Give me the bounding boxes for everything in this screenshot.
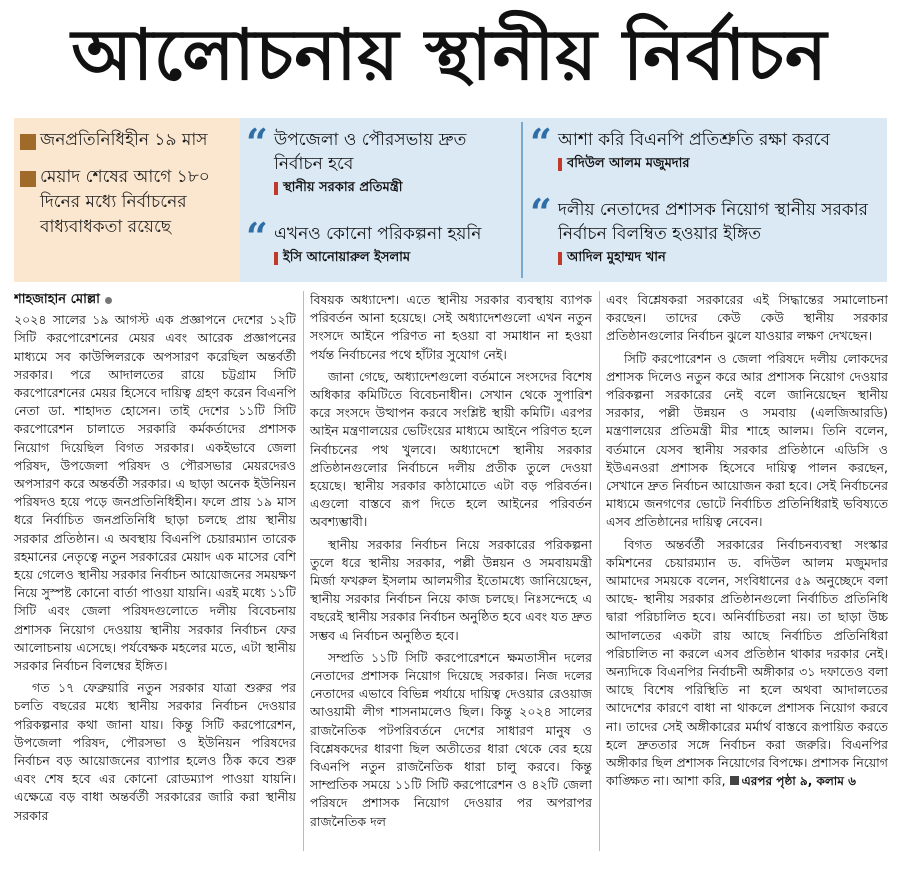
quote-text: এখনও কোনো পরিকল্পনা হয়নি <box>274 224 482 244</box>
article-body <box>14 291 889 861</box>
column-rule <box>303 291 304 851</box>
quote-item <box>530 190 880 269</box>
fact-text: মেয়াদ শেষের আগে ১৮০ দিনের মধ্যে নির্বাচনের বাধ্যবাধকতা রয়েছে <box>40 167 210 237</box>
fact-item <box>20 165 232 240</box>
author-name: শাহজাহান মোল্লা <box>14 292 100 307</box>
continued-note <box>730 774 856 788</box>
quote-text: দলীয় নেতাদের প্রশাসক নিয়োগ স্থানীয় সরকার নির্বাচন বিলম্বিত হওয়ার ইঙ্গিত <box>558 200 869 244</box>
square-bullet-icon <box>20 134 36 150</box>
quote-mark-icon: “ <box>530 120 552 165</box>
red-bar-icon <box>558 252 562 265</box>
quote-author: আদিল মুহাম্মদ খান <box>567 250 666 265</box>
quote-mark-icon: “ <box>530 190 552 235</box>
quote-author: ইসি আনোয়ারুল ইসলাম <box>283 250 411 265</box>
quote-attribution <box>274 248 481 269</box>
quote-mark-icon: “ <box>246 214 268 259</box>
quote-attribution <box>558 154 830 175</box>
quote-text: আশা করি বিএনপি প্রতিশ্রুতি রক্ষা করবে <box>558 130 830 150</box>
paragraph <box>606 536 888 791</box>
byline <box>14 291 296 309</box>
paragraph: সম্প্রতি ১১টি সিটি করপোরেশনে ক্ষমতাসীন দলের নেতাদের প্রশাসক নিয়োগ দিয়েছে সরকার। নিজ দলের নেতাদের এভাবে বিভিন্ন পর্যায়ে দায়িত্ব দেওয়ার রেওয়াজ আওয়ামী লীগ শাসনামলেও ছিল। কিন্তু ২০২৪ সালের রাজনৈতিক পটপরিবর্তনে দেশের সাধারণ মানুষ ও বিশ্লেষকদের ধারণা ছিল অতীতের ধারা থেকে বের হয়ে বিএনপি নতুন রাজনৈতিক ধারা চালু করবে। কিন্তু সাম্প্রতিক সময়ে ১১টি সিটি করপোরেশন ও ৪২টি জেলা পরিষদে প্রশাসক নিয়োগ দেওয়ার পর অপরাপর রাজনৈতিক দল <box>310 649 592 829</box>
square-bullet-icon <box>730 776 739 785</box>
paragraph: স্থানীয় সরকার নির্বাচন নিয়ে সরকারের পরিকল্পনা তুলে ধরে স্থানীয় সরকার, পল্লী উন্নয়ন ও সমবায়মন্ত্রী মির্জা ফখরুল ইসলাম আলমগীর ইতোমধ্যে জানিয়েছেন, স্থানীয় সরকার নির্বাচন নিয়ে কাজ চলছে। নিঃসন্দেহে এ বছরেই স্থানীয় সরকার নির্বাচন অনুষ্ঠিত হবে এবং যত দ্রুত সম্ভব এ নির্বাচন অনুষ্ঠিত হবে। <box>310 536 592 643</box>
quote-author: বদিউল আলম মজুমদার <box>567 156 690 171</box>
quotes-box <box>240 118 887 282</box>
article-column-2 <box>310 291 592 861</box>
paragraph-text: বিগত অন্তর্বর্তী সরকারের নির্বাচনব্যবস্থা সংস্কার কমিশনের চেয়ারম্যান ড. বদিউল আলম মজুমদার আমাদের সময়কে বলেন, সংবিধানের ৫৯ অনুচ্ছেদে বলা আছে- স্থানীয় সরকার প্রতিষ্ঠানগুলো নির্বাচিত প্রতিনিধি দ্বারা পরিচালিত হবে। অনির্বাচিতরা নয়। তা ছাড়া উচ্চ আদালতের একটা রায় আছে নির্বাচিত প্রতিনিধিরা পরিচালিত না করলে এসব প্রতিষ্ঠান থাকার দরকার নেই। অন্যদিকে বিএনপির নির্বাচনী অঙ্গীকার ৩১ দফাতেও বলা আছে বিশেষ পরিস্থিতি না হলে অথবা আদালতের আদেশের কারণে বাধা না থাকলে প্রশাসক নিয়োগ করবে না। তাদের সেই অঙ্গীকারের মর্মার্থ বাস্তবে রূপায়িত করতে হলে দ্রুততার সঙ্গে নির্বাচন করা জরুরি। বিএনপির অঙ্গীকার ছিল প্রশাসক নিয়োগের বিপক্ষে। প্রশাসক নিয়োগ কাঙ্ক্ষিত না। আশা করি, <box>606 536 888 789</box>
square-bullet-icon <box>20 171 36 187</box>
paragraph: এবং বিশ্লেষকরা সরকারের এই সিদ্ধান্তের সমালোচনা করছেন। তাদের কেউ কেউ স্থানীয় সরকার প্রতিষ্ঠানগুলোর নির্বাচন ঝুলে যাওয়ার লক্ষণ দেখছেন। <box>606 292 888 344</box>
quote-author: স্থানীয় সরকার প্রতিমন্ত্রী <box>283 180 403 195</box>
paragraph: সিটি করপোরেশন ও জেলা পরিষদে দলীয় লোকদের প্রশাসক দিলেও নতুন করে আর প্রশাসক নিয়োগ দেওয়ার পরিকল্পনা সরকারের নেই বলে জানিয়েছেন স্থানীয় সরকার, পল্লী উন্নয়ন ও সমবায় (এলজিআরডি) মন্ত্রণালয়ের প্রতিমন্ত্রী মীর শাহে আলম। তিনি বলেন, বর্তমানে যেসব স্থানীয় সরকার প্রতিষ্ঠানে এডিসি ও ইউএনওরা প্রশাসক হিসেবে দায়িত্ব পালন করছেন, সেখানে দ্রুত নির্বাচন আয়োজন করা হবে। সেই নির্বাচনের মাধ্যমে জনগণের ভোটে নির্বাচিত প্রতিনিধিরাই ভবিষ্যতে এসব প্রতিষ্ঠানের দায়িত্ব নেবেন। <box>606 350 888 530</box>
red-bar-icon <box>558 158 562 171</box>
page-headline: আলোচনায় স্থানীয় নির্বাচন <box>71 13 828 96</box>
red-bar-icon <box>274 182 278 195</box>
article-column-1 <box>14 291 296 861</box>
quote-attribution <box>558 248 880 269</box>
quote-item <box>246 120 516 199</box>
quote-item <box>246 214 516 269</box>
article-column-3 <box>606 291 888 861</box>
quote-attribution <box>274 178 516 199</box>
column-rule <box>599 291 600 851</box>
facts-box <box>14 118 240 282</box>
red-bar-icon <box>274 252 278 265</box>
paragraph: ২০২৪ সালের ১৯ আগস্ট এক প্রজ্ঞাপনে দেশের ১২টি সিটি করপোরেশনের মেয়র এবং আরেক প্রজ্ঞাপনের মাধ্যমে সব কাউন্সিলরকে অপসারণ করেছিল অন্তর্বর্তী সরকার। পরে আদালতের রায়ে চট্টগ্রাম সিটি করপোরেশনের মেয়র হিসেবে দায়িত্ব গ্রহণ করেন বিএনপি নেতা ডা. শাহাদত হোসেন। তাই দেশের ১১টি সিটি করপোরেশন চালাতে সরকারি কর্মকর্তাদের প্রশাসক নিয়োগ দিয়েছিল বিগত সরকার। একইভাবে জেলা পরিষদ, উপজেলা পরিষদ ও পৌরসভার মেয়রদেরও অপসারণ করে অন্তর্বর্তী সরকার। এ ছাড়া অনেক ইউনিয়ন পরিষদও হয়ে পড়ে জনপ্রতিনিধিহীন। ফলে প্রায় ১৯ মাস ধরে নির্বাচিত জনপ্রতিনিধি ছাড়া চলছে প্রায় স্থানীয় সরকার প্রতিষ্ঠান। এ অবস্থায় বিএনপি চেয়ারম্যান তারেক রহমানের নেতৃত্বে নতুন সরকারের মেয়াদ এক মাসের বেশি হয়ে গেলেও স্থানীয় সরকার নির্বাচন আয়োজনের সময়ক্ষণ নিয়ে সুস্পষ্ট কোনো বার্তা পাওয়া যায়নি। এরই মধ্যে ১১টি সিটি এবং জেলা পরিষদগুলোতে দলীয় বিবেচনায় প্রশাসক নিয়োগ দেওয়ায় স্থানীয় সরকার নির্বাচন ফের আলোচনায় এসেছে। পর্যবেক্ষক মহলের মতে, এটা স্থানীয় সরকার নির্বাচন বিলম্বের ইঙ্গিত। <box>14 312 296 674</box>
paragraph: গত ১৭ ফেব্রুয়ারি নতুন সরকার যাত্রা শুরুর পর চলতি বছরের মধ্যে স্থানীয় সরকার নির্বাচন দেওয়ার পরিকল্পনার কথা জানা যায়। কিন্তু সিটি করপোরেশন, উপজেলা পরিষদ, পৌরসভা ও ইউনিয়ন পরিষদের নির্বাচন বড় আয়োজনের ব্যাপার হলেও ঠিক কবে শুরু এবং শেষ হবে এর কোনো রোডম্যাপ পাওয়া যায়নি। এক্ষেত্রে বড় বাধা অন্তর্বর্তী সরকারের জারি করা স্থানীয় সরকার <box>14 680 296 823</box>
paragraph: বিষয়ক অধ্যাদেশ। এতে স্থানীয় সরকার ব্যবস্থায় ব্যাপক পরিবর্তন আনা হয়েছে। সেই অধ্যাদেশগুলো এখন নতুন সংসদে আইনে পরিণত না হওয়া বা সমাধান না হওয়া পর্যন্ত নির্বাচনের পথে হাঁটার সুযোগ নেই। <box>310 292 592 362</box>
quote-text: উপজেলা ও পৌরসভায় দ্রুত নির্বাচন হবে <box>274 130 467 174</box>
fact-item <box>20 128 232 153</box>
quote-divider <box>521 122 523 278</box>
paragraph: জানা গেছে, অধ্যাদেশগুলো বর্তমানে সংসদের বিশেষ অধিকার কমিটিতে বিবেচনাধীন। সেখান থেকে সুপারিশ করে সংসদে উত্থাপন করবে সংশ্লিষ্ট স্থায়ী কমিটি। এরপর আইন মন্ত্রণালয়ের ভেটিংয়ের মাধ্যমে আইনে পরিণত হলে নির্বাচনের পথ খুলবে। অধ্যাদেশে স্থানীয় সরকার প্রতিষ্ঠানগুলোর নির্বাচনে দলীয় প্রতীক তুলে দেওয়া হয়েছে। স্থানীয় সরকার কাঠামোতে এটা বড় পরিবর্তন। এগুলো বাস্তবে রূপ দিতে হলে আইনের পরিবর্তন অবশ্যম্ভাবী। <box>310 368 592 530</box>
quote-mark-icon: “ <box>246 120 268 165</box>
continued-text: এরপর পৃষ্ঠা ৯, কলাম ৬ <box>741 774 856 789</box>
dot-icon <box>105 297 112 304</box>
quote-item <box>530 120 880 175</box>
fact-text: জনপ্রতিনিধিহীন ১৯ মাস <box>40 130 208 150</box>
